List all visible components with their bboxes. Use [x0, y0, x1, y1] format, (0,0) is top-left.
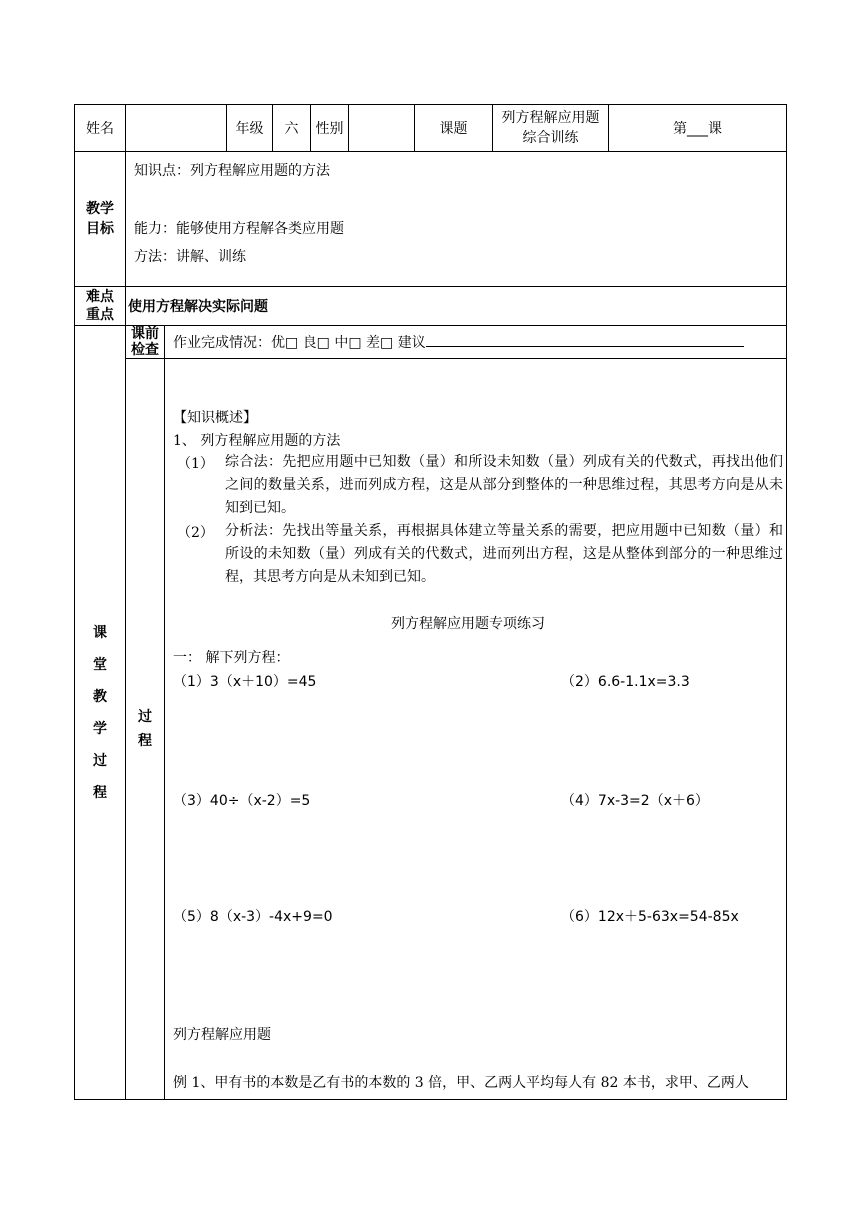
equation-1: （1）3（x＋10）=45	[173, 674, 317, 690]
overview-title: 【知识概述】	[173, 410, 257, 426]
example-1: 例 1、甲有书的本数是乙有书的本数的 3 倍，甲、乙两人平均每人有 82 本书，求甲、乙两人	[173, 1075, 749, 1091]
process-label-line-2: 程	[138, 733, 152, 749]
equation-4: （4）7x-3=2（x＋6）	[561, 793, 709, 809]
topic-value	[493, 105, 609, 152]
gender-value	[349, 105, 415, 152]
goal-ability: 能力：能够使用方程解各类应用题	[134, 221, 344, 237]
equation-6: （6）12x＋5-63x=54-85x	[561, 909, 739, 925]
equation-5: （5）8（x-3）-4x+9=0	[173, 909, 333, 925]
goal-knowledge: 知识点：列方程解应用题的方法	[134, 163, 330, 179]
topic-line-2: 综合训练	[522, 130, 579, 146]
classroom-char-5: 过	[93, 752, 107, 769]
goals-label	[75, 152, 126, 287]
section-2-heading: 列方程解应用题	[173, 1027, 271, 1043]
practice-title: 列方程解应用题专项练习	[391, 616, 545, 632]
grade-label: 年级	[227, 105, 273, 152]
difficulty-content: 使用方程解决实际问题	[126, 287, 787, 326]
goals-label-line-1: 教学	[86, 201, 114, 217]
classroom-char-4: 学	[93, 720, 107, 737]
goals-row	[75, 152, 787, 287]
classroom-char-3: 教	[93, 688, 107, 705]
classroom-process-label	[75, 326, 126, 1100]
goals-content	[126, 152, 787, 287]
topic-line-1: 列方程解应用题	[501, 110, 600, 126]
precheck-label	[126, 326, 165, 359]
grade-value: 六	[273, 105, 311, 152]
precheck-text: 作业完成情况：优□ 良□ 中□ 差□ 建议	[173, 335, 426, 351]
difficulty-row	[75, 287, 787, 326]
header-row	[75, 105, 787, 152]
method-point: 1、 列方程解应用题的方法	[173, 433, 341, 449]
precheck-label-line-2: 检查	[131, 342, 159, 358]
item-1-number: （1）	[177, 456, 214, 472]
goal-method: 方法：讲解、训练	[134, 249, 246, 265]
difficulty-label-line-2: 重点	[86, 307, 114, 323]
difficulty-label-line-1: 难点	[86, 289, 114, 305]
classroom-char-2: 堂	[93, 656, 107, 673]
name-label: 姓名	[75, 105, 126, 152]
process-row	[75, 359, 787, 1100]
precheck-row	[75, 326, 787, 359]
equation-3: （3）40÷（x-2）=5	[173, 793, 311, 809]
equation-2: （2）6.6-1.1x=3.3	[561, 674, 690, 690]
process-content	[165, 359, 787, 1100]
goals-label-line-2: 目标	[86, 221, 114, 237]
suggestion-blank	[426, 332, 744, 347]
item-2-number: （2）	[177, 525, 214, 541]
process-label-line-1: 过	[138, 709, 152, 725]
process-label	[126, 359, 165, 1100]
name-value	[126, 105, 227, 152]
difficulty-label	[75, 287, 126, 326]
precheck-content	[165, 326, 787, 359]
classroom-char-1: 课	[93, 624, 107, 641]
section-1-heading: 一： 解下列方程：	[173, 650, 290, 666]
precheck-label-line-1: 课前	[131, 326, 159, 342]
lesson-number: 第___课	[609, 105, 787, 152]
gender-label: 性别	[311, 105, 349, 152]
item-2-text: 分析法：先找出等量关系，再根据具体建立等量关系的需要，把应用题中已知数（量）和所设的未知数（量）列成有关的代数式，进而列出方程，这是从整体到部分的一种思维过程，其思考方向是从未知到已知。	[225, 523, 783, 585]
topic-label: 课题	[415, 105, 493, 152]
item-1-text: 综合法：先把应用题中已知数（量）和所设未知数（量）列成有关的代数式，再找出他们之间的数量关系，进而列成方程，这是从部分到整体的一种思维过程，其思考方向是从未知到已知。	[225, 454, 783, 516]
lesson-plan-table	[74, 104, 787, 1100]
classroom-char-6: 程	[93, 784, 107, 801]
